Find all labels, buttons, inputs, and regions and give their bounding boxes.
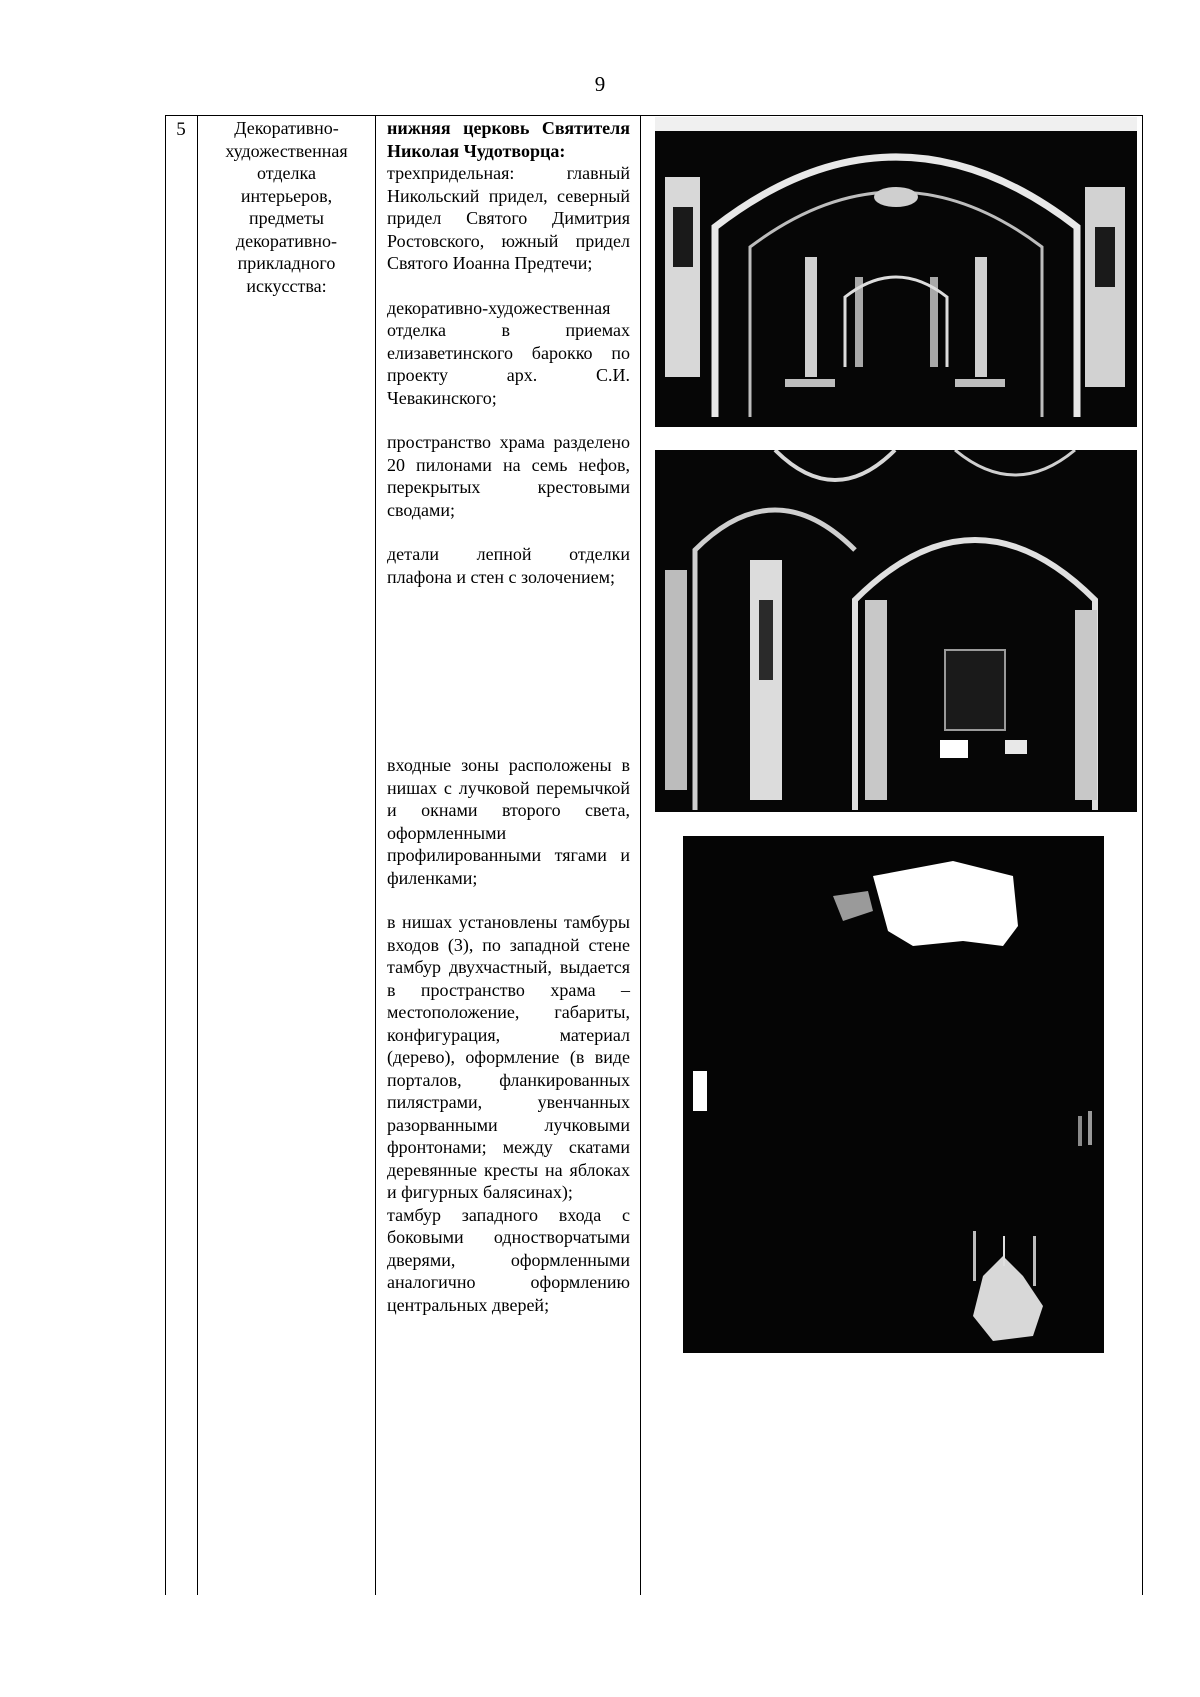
category-line: предметы (249, 208, 324, 228)
category-line: художественная (225, 140, 348, 161)
description-paragraph: трехпридельная: главный Никольский придел, северный придел Святого Димитрия Ростовского, южный придел Святого Иоанна Предтечи; (387, 163, 630, 273)
page-number: 9 (594, 72, 606, 96)
table-top-border (165, 115, 1143, 116)
interior-photo-pylons (655, 450, 1137, 812)
category-line: интерьеров, (240, 185, 333, 206)
category-line: искусства: (246, 275, 327, 296)
church-heading: нижняя церковь Святителя Николая Чудотворца: (387, 118, 630, 161)
column-divider-3 (640, 115, 641, 1595)
column-divider-2 (375, 115, 376, 1595)
category-line: декоративно- (235, 230, 338, 251)
description-cell (387, 117, 630, 1316)
category-line: отделка (257, 163, 316, 183)
description-paragraph: пространство храма разделено 20 пилонами на семь нефов, перекрытых крестовыми сводами; (387, 432, 630, 520)
column-divider-1 (197, 115, 198, 1595)
interior-photo-entrance-niche (683, 836, 1104, 1353)
category-line: Декоративно- (234, 118, 339, 138)
interior-photo-nave-arch (655, 117, 1137, 427)
description-paragraph: в нишах установлены тамбуры входов (3), по западной стене тамбур двухчастный, выдается в пространство храма – местоположение, габариты, конфигурация, материал (дерево), оформление (в виде порталов, фланкированных пилястрами, увенчанных разорванными лучковыми фронтонами; между скатами деревянные кресты на яблоках и фигурных балясинах); (387, 912, 630, 1202)
category-line: прикладного (237, 253, 336, 273)
category-cell (198, 117, 375, 297)
description-paragraph: входные зоны расположены в нишах с лучковой перемычкой и окнами второго света, оформленными профилированными тягами и филенками; (387, 755, 630, 888)
table-border-left (165, 115, 166, 1595)
table-border-right (1142, 115, 1143, 1595)
row-number: 5 (176, 119, 186, 140)
description-paragraph: тамбур западного входа с боковыми одностворчатыми дверями, оформленными аналогично оформлению центральных дверей; (387, 1204, 630, 1315)
description-paragraph: декоративно-художественная отделка в приемах елизаветинского барокко по проекту арх. С.И. Чевакинского; (387, 297, 630, 408)
description-paragraph: детали лепной отделки плафона и стен с золочением; (387, 544, 630, 587)
